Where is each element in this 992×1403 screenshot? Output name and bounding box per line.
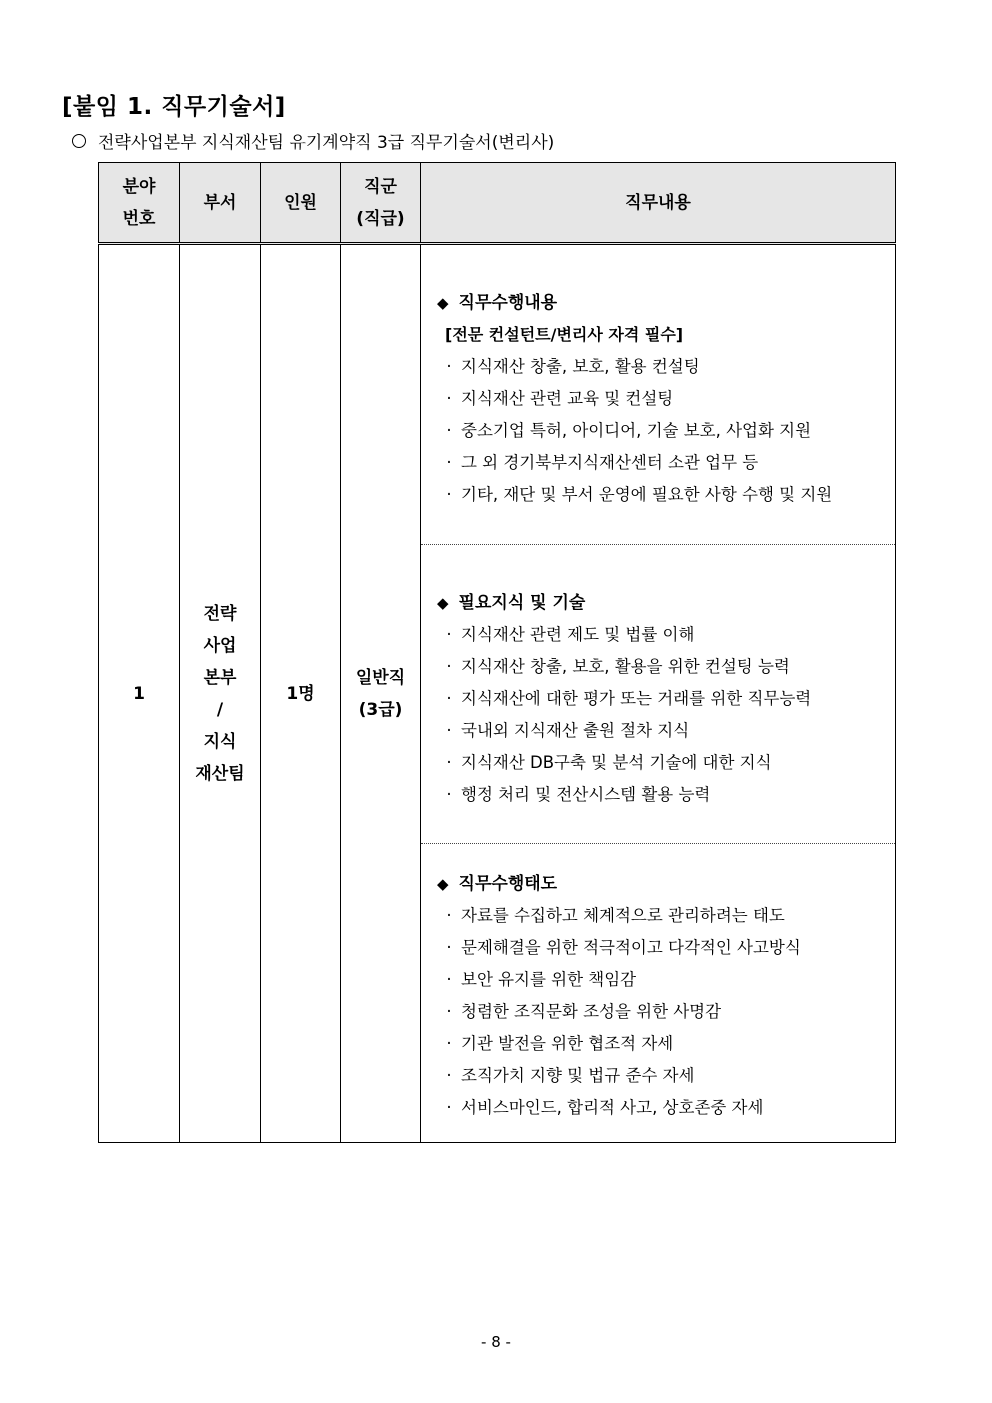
- section-title: 필요지식 및 기술: [458, 593, 586, 613]
- diamond-icon: ◆: [437, 294, 449, 312]
- cell-field-no: 1: [99, 244, 180, 1143]
- list-item: · 지식재산 관련 제도 및 법률 이해: [437, 619, 895, 651]
- list-item: · 보안 유지를 위한 책임감: [437, 964, 895, 996]
- bullet-dot: ·: [446, 1066, 452, 1085]
- job-description-table: [98, 162, 896, 1143]
- section-title: 직무수행태도: [458, 874, 558, 894]
- list-item: · 중소기업 특허, 아이디어, 기술 보호, 사업화 지원: [437, 415, 895, 447]
- bullet-dot: ·: [446, 1002, 452, 1021]
- circle-icon: [72, 134, 86, 148]
- bullet-dot: ·: [446, 357, 452, 376]
- document-title: [붙임 1. 직무기술서]: [62, 94, 286, 120]
- list-item: · 기관 발전을 위한 협조적 자세: [437, 1028, 895, 1060]
- bullet-dot: ·: [446, 689, 452, 708]
- header-duties: 직무내용: [421, 163, 896, 244]
- list-item: · 지식재산 DB구축 및 분석 기술에 대한 지식: [437, 747, 895, 779]
- bullet-dot: ·: [446, 970, 452, 989]
- section-work-attitude: [421, 843, 895, 1142]
- bullet-dot: ·: [446, 485, 452, 504]
- bullet-dot: ·: [446, 453, 452, 472]
- list-item: · 기타, 재단 및 부서 운영에 필요한 사항 수행 및 지원: [437, 479, 895, 511]
- header-headcount: 인원: [261, 163, 341, 244]
- list-item: · 지식재산에 대한 평가 또는 거래를 위한 직무능력: [437, 683, 895, 715]
- table-row: [99, 244, 896, 1143]
- bullet-dot: ·: [446, 753, 452, 772]
- bullet-dot: ·: [446, 721, 452, 740]
- list-item: · 청렴한 조직문화 조성을 위한 사명감: [437, 996, 895, 1028]
- list-item: · 자료를 수집하고 체계적으로 관리하려는 태도: [437, 900, 895, 932]
- list-item: · 문제해결을 위한 적극적이고 다각적인 사고방식: [437, 932, 895, 964]
- page-number: - 8 -: [481, 1333, 511, 1351]
- document-subtitle: [72, 128, 554, 153]
- bullet-dot: ·: [446, 906, 452, 925]
- list-item: · 서비스마인드, 합리적 사고, 상호존중 자세: [437, 1092, 895, 1124]
- diamond-icon: ◆: [437, 875, 449, 893]
- bullet-dot: ·: [446, 938, 452, 957]
- bullet-dot: ·: [446, 389, 452, 408]
- bullet-dot: ·: [446, 625, 452, 644]
- bullet-dot: ·: [446, 785, 452, 804]
- header-dept: 부서: [180, 163, 261, 244]
- list-item: · 지식재산 창출, 보호, 활용 컨설팅: [437, 351, 895, 383]
- header-grade: 직군 (직급): [341, 163, 421, 244]
- list-item: · 지식재산 관련 교육 및 컨설팅: [437, 383, 895, 415]
- table-header-row: [99, 163, 896, 244]
- list-item: · 지식재산 창출, 보호, 활용을 위한 컨설팅 능력: [437, 651, 895, 683]
- cell-duties: [421, 244, 896, 1143]
- section-job-duties: [421, 245, 895, 544]
- section-note: [전문 컨설턴트/변리사 자격 필수]: [445, 325, 684, 344]
- list-item: · 조직가치 지향 및 법규 준수 자세: [437, 1060, 895, 1092]
- section-required-skills: [421, 544, 895, 843]
- cell-grade: 일반직 (3급): [341, 244, 421, 1143]
- bullet-dot: ·: [446, 657, 452, 676]
- bullet-dot: ·: [446, 1034, 452, 1053]
- cell-dept: 전략 사업 본부 / 지식 재산팀: [180, 244, 261, 1143]
- diamond-icon: ◆: [437, 594, 449, 612]
- bullet-dot: ·: [446, 421, 452, 440]
- list-item: · 그 외 경기북부지식재산센터 소관 업무 등: [437, 447, 895, 479]
- section-title: 직무수행내용: [458, 293, 558, 313]
- list-item: · 국내외 지식재산 출원 절차 지식: [437, 715, 895, 747]
- subtitle-text: 전략사업본부 지식재산팀 유기계약직 3급 직무기술서(변리사): [98, 133, 555, 153]
- cell-headcount: 1명: [261, 244, 341, 1143]
- header-field-no: 분야 번호: [99, 163, 180, 244]
- bullet-dot: ·: [446, 1098, 452, 1117]
- list-item: · 행정 처리 및 전산시스템 활용 능력: [437, 779, 895, 811]
